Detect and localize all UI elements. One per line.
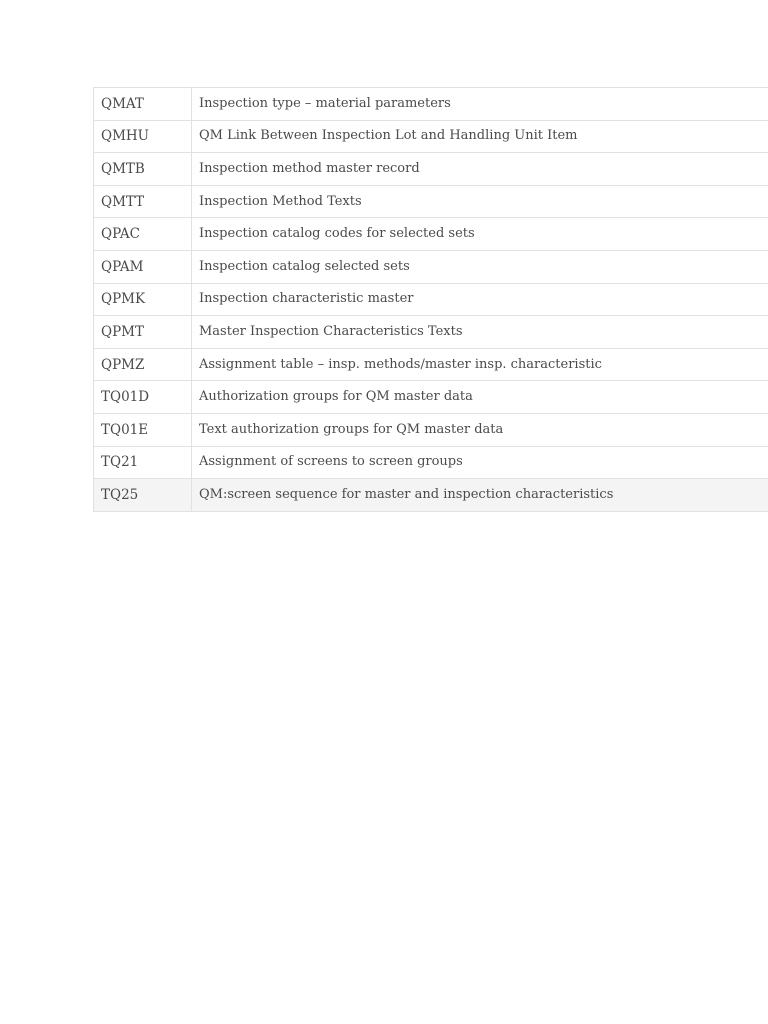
- table-row: [94, 283, 768, 316]
- table-description-cell: Inspection characteristic master: [192, 283, 768, 316]
- table-description-cell: Assignment of screens to screen groups: [192, 446, 768, 479]
- tables-table: [93, 87, 768, 512]
- table-code-cell: QMTB: [94, 153, 192, 186]
- table-row: [94, 185, 768, 218]
- table-description-cell: QM Link Between Inspection Lot and Handling Unit Item: [192, 120, 768, 153]
- table-code-cell: QPMT: [94, 316, 192, 349]
- table-row: [94, 413, 768, 446]
- table-description-cell: Authorization groups for QM master data: [192, 381, 768, 414]
- table-row: [94, 153, 768, 186]
- table-code-cell: TQ01D: [94, 381, 192, 414]
- table-description-cell: Inspection type – material parameters: [192, 88, 768, 121]
- table-code-cell: QPMK: [94, 283, 192, 316]
- table-row: [94, 316, 768, 349]
- table-description-cell: Inspection catalog selected sets: [192, 250, 768, 283]
- table-description-cell: QM:screen sequence for master and inspection characteristics: [192, 479, 768, 512]
- table-code-cell: QMHU: [94, 120, 192, 153]
- sap-tables-list: [93, 87, 768, 512]
- table-row: [94, 381, 768, 414]
- table-row: [94, 88, 768, 121]
- table-row: [94, 250, 768, 283]
- table-row: [94, 348, 768, 381]
- table-code-cell: TQ21: [94, 446, 192, 479]
- table-description-cell: Inspection Method Texts: [192, 185, 768, 218]
- table-row: [94, 479, 768, 512]
- table-row: [94, 446, 768, 479]
- table-row: [94, 120, 768, 153]
- table-code-cell: QPAM: [94, 250, 192, 283]
- table-code-cell: QPAC: [94, 218, 192, 251]
- table-description-cell: Master Inspection Characteristics Texts: [192, 316, 768, 349]
- table-code-cell: QPMZ: [94, 348, 192, 381]
- table-description-cell: Assignment table – insp. methods/master insp. characteristic: [192, 348, 768, 381]
- table-row: [94, 218, 768, 251]
- table-code-cell: TQ01E: [94, 413, 192, 446]
- table-code-cell: QMAT: [94, 88, 192, 121]
- table-code-cell: QMTT: [94, 185, 192, 218]
- table-code-cell: TQ25: [94, 479, 192, 512]
- table-description-cell: Inspection method master record: [192, 153, 768, 186]
- table-description-cell: Text authorization groups for QM master data: [192, 413, 768, 446]
- table-description-cell: Inspection catalog codes for selected sets: [192, 218, 768, 251]
